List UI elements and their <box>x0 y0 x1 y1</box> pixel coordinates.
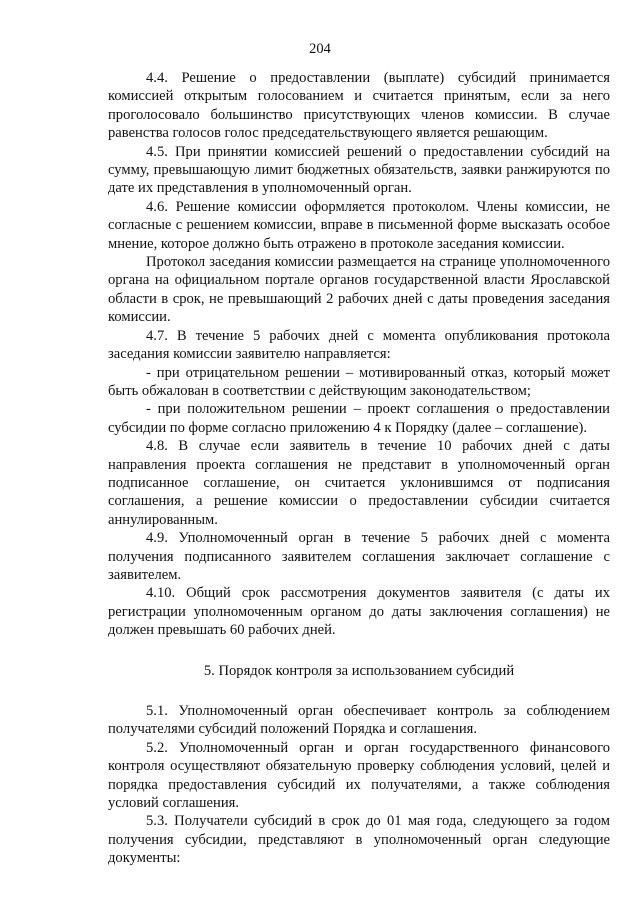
paragraph-5-1: 5.1. Уполномоченный орган обеспечивает контроль за соблюдением получателями субсидий положений Порядка и соглашения. <box>108 703 610 738</box>
paragraph-4-9: 4.9. Уполномоченный орган в течение 5 рабочих дней с момента получения подписанного заявителем соглашения заключает соглашение с заявителем. <box>108 530 610 583</box>
paragraph-4-4: 4.4. Решение о предоставлении (выплате) субсидий принимается комиссией открытым голосованием и считается принятым, если за него проголосовало большинство присутствующих членов комиссии. В случае равенства голосов голос председательствующего является решающим. <box>108 70 610 142</box>
list-item-positive-decision: - при положительном решении – проект соглашения о предоставлении субсидии по форме согласно приложению 4 к Порядку (далее – соглашение). <box>108 401 610 436</box>
paragraph-5-3: 5.3. Получатели субсидий в срок до 01 мая года, следующего за годом получения субсидии, представляют в уполномоченный орган следующие документы: <box>108 813 610 867</box>
paragraph-4-6: 4.6. Решение комиссии оформляется протоколом. Члены комиссии, не согласные с решением комиссии, вправе в письменной форме высказать особое мнение, которое должно быть отражено в протоколе заседания комиссии. <box>108 198 610 252</box>
paragraph-4-10: 4.10. Общий срок рассмотрения документов заявителя (с даты их регистрации уполномоченным органом до даты заключения соглашения) не должен превышать 60 рабочих дней. <box>108 585 610 639</box>
section-heading: 5. Порядок контроля за использованием субсидий <box>203 662 515 679</box>
paragraph-4-5: 4.5. При принятии комиссией решений о предоставлении субсидий на сумму, превышающую лимит бюджетных обязательств, заявки ранжируются по дате их представления в уполномоченный орган. <box>108 143 610 197</box>
paragraph-4-8: 4.8. В случае если заявитель в течение 10 рабочих дней с даты направления проекта соглашения не представит в уполномоченный орган подписанное соглашение, он считается уклонившимся от подписания соглашения, а решение комиссии о предоставлении субсидии считается аннулированным. <box>108 438 610 528</box>
page-number: 204 <box>309 41 331 57</box>
paragraph-4-7: 4.7. В течение 5 рабочих дней с момента опубликования протокола заседания комиссии заявителю направляется: <box>108 327 610 363</box>
paragraph-protocol-publication: Протокол заседания комиссии размещается на странице уполномоченного органа на официальном портале органов государственной власти Ярославской области в срок, не превышающий 2 рабочих дней с даты проведения заседания комиссии. <box>108 254 610 326</box>
list-item-negative-decision: - при отрицательном решении – мотивированный отказ, который может быть обжалован в соответствии с действующим законодательством; <box>108 364 610 399</box>
document-body <box>108 69 610 868</box>
paragraph-5-2: 5.2. Уполномоченный орган и орган государственного финансового контроля осуществляют обязательную проверку соблюдения условий, целей и порядка предоставления субсидий их получателями, а также соблюдения условий соглашения. <box>108 739 610 812</box>
